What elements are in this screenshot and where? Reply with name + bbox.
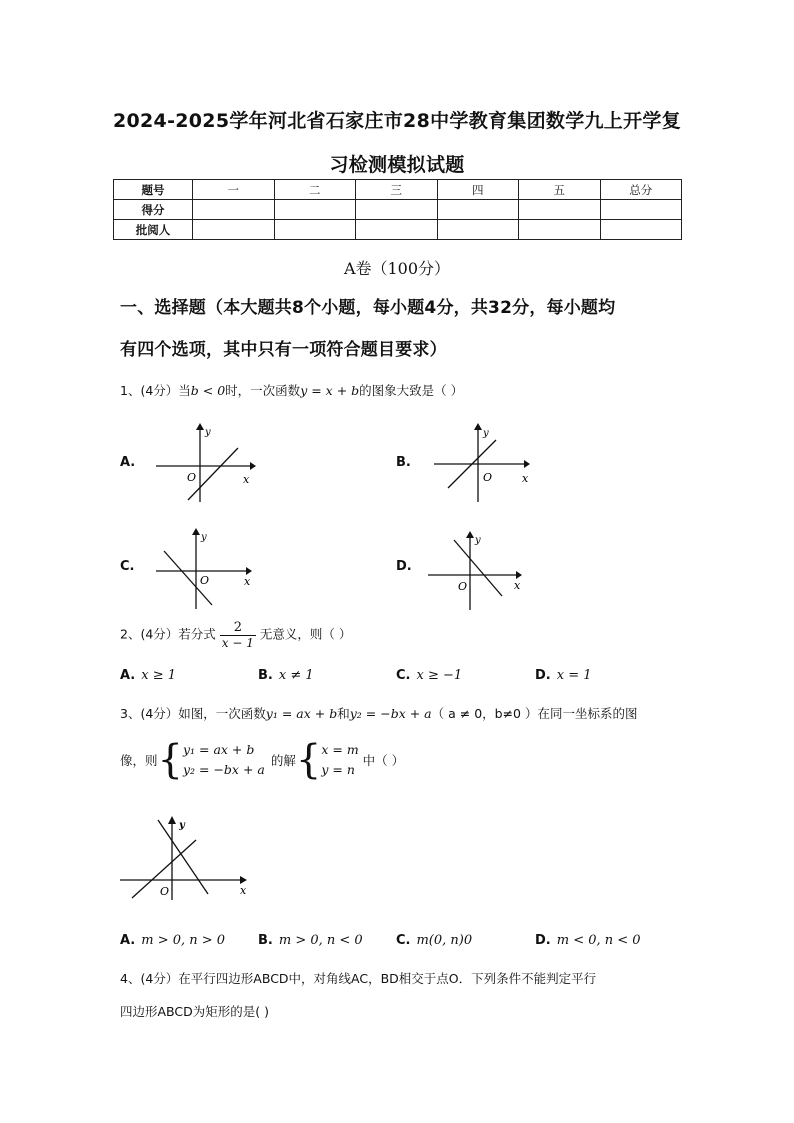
option-text: m < 0, n < 0 bbox=[556, 933, 641, 948]
q1-option-d[interactable] bbox=[396, 559, 418, 574]
q2-option-a[interactable] bbox=[120, 668, 176, 683]
q1-option-b[interactable] bbox=[396, 455, 417, 470]
score-input-cell[interactable] bbox=[519, 220, 601, 240]
option-text: x = 1 bbox=[556, 668, 592, 683]
table-cell: 题号 bbox=[114, 180, 193, 200]
option-label: D. bbox=[535, 668, 551, 683]
origin-label: O bbox=[483, 471, 493, 484]
option-label: B. bbox=[258, 668, 273, 683]
q3-and: 和 bbox=[337, 706, 350, 721]
q3-option-b[interactable] bbox=[258, 933, 363, 948]
table-cell: 四 bbox=[437, 180, 519, 200]
score-input-cell[interactable] bbox=[437, 220, 519, 240]
option-label: C. bbox=[396, 668, 411, 683]
q3-option-c[interactable] bbox=[396, 933, 472, 948]
score-table-header-row bbox=[114, 180, 682, 200]
table-cell: 一 bbox=[193, 180, 275, 200]
q1-mid: 时，一次函数 bbox=[225, 383, 301, 398]
q3-option-d[interactable] bbox=[535, 933, 641, 948]
q1-graph-a bbox=[148, 420, 258, 505]
q2-fraction bbox=[220, 620, 256, 650]
section-1-heading bbox=[120, 290, 680, 368]
table-cell: 得分 bbox=[114, 200, 193, 220]
section-1-line2: 有四个选项，其中只有一项符合题目要求） bbox=[120, 340, 447, 360]
fraction-numerator: 2 bbox=[220, 620, 256, 636]
score-input-cell[interactable] bbox=[600, 220, 682, 240]
table-row bbox=[114, 220, 682, 240]
q3-graph bbox=[118, 812, 258, 902]
option-label: B. bbox=[258, 933, 273, 948]
origin-label: O bbox=[160, 885, 170, 898]
system-equation: y₁ = ax + b bbox=[182, 742, 255, 757]
option-text: m > 0, n < 0 bbox=[278, 933, 363, 948]
q3-system-1 bbox=[183, 740, 265, 780]
table-cell: 二 bbox=[274, 180, 356, 200]
q3-cond: （ a ≠ 0，b≠0 ） bbox=[431, 706, 538, 721]
q1-graph-c bbox=[150, 525, 260, 610]
axis-x-label: x bbox=[240, 884, 247, 897]
section-a-heading: A卷（100分） bbox=[343, 259, 451, 278]
axis-y-label: y bbox=[483, 428, 489, 439]
system-equation: y = n bbox=[321, 762, 355, 777]
origin-label: O bbox=[458, 580, 468, 593]
score-input-cell[interactable] bbox=[519, 200, 601, 220]
q2-option-b[interactable] bbox=[258, 668, 314, 683]
q1-option-c[interactable] bbox=[120, 559, 140, 574]
score-table bbox=[113, 179, 682, 240]
option-label: C. bbox=[120, 559, 135, 574]
table-row bbox=[114, 200, 682, 220]
option-label: D. bbox=[535, 933, 551, 948]
question-3-stem bbox=[120, 704, 638, 722]
q3-prefix: 3、(4分）如图，一次函数 bbox=[120, 706, 266, 721]
score-input-cell[interactable] bbox=[356, 200, 438, 220]
q3-system-2 bbox=[321, 740, 358, 780]
q2-suffix: 无意义，则（ ） bbox=[259, 626, 352, 642]
axis-x-label: x bbox=[522, 472, 529, 485]
score-input-cell[interactable] bbox=[193, 200, 275, 220]
q1-condition: b < 0 bbox=[190, 383, 226, 398]
q1-suffix: 的图象大致是（ ） bbox=[359, 383, 464, 398]
score-input-cell[interactable] bbox=[356, 220, 438, 240]
page-title: 2024-2025学年河北省石家庄市28中学教育集团数学九上开学复 bbox=[113, 110, 681, 132]
option-text: x ≠ 1 bbox=[278, 668, 314, 683]
option-label: D. bbox=[396, 559, 412, 574]
q3-f2: y₂ = −bx + a bbox=[349, 706, 432, 721]
option-text: x ≥ −1 bbox=[416, 668, 463, 683]
score-input-cell[interactable] bbox=[274, 200, 356, 220]
q3-f1: y₁ = ax + b bbox=[265, 706, 338, 721]
origin-label: O bbox=[200, 574, 210, 587]
axis-y-label: y bbox=[201, 532, 207, 543]
q3-mid: 的解 bbox=[270, 753, 296, 768]
q3-line2-suffix: 中（ ） bbox=[362, 753, 405, 768]
option-label: A. bbox=[120, 455, 136, 470]
q2-prefix: 2、(4分）若分式 bbox=[120, 626, 216, 642]
q1-option-a[interactable] bbox=[120, 455, 141, 470]
q1-graph-d bbox=[424, 530, 534, 615]
q2-option-c[interactable] bbox=[396, 668, 462, 683]
q1-graph-b bbox=[428, 420, 538, 505]
option-label: C. bbox=[396, 933, 411, 948]
section-1-line1: 一、选择题（本大题共8个小题，每小题4分，共32分，每小题均 bbox=[120, 298, 616, 318]
axis-y-label: y bbox=[475, 535, 481, 546]
origin-label: O bbox=[187, 471, 197, 484]
question-4-line2: 四边形ABCD为矩形的是( ) bbox=[120, 1004, 269, 1019]
table-cell: 总分 bbox=[600, 180, 682, 200]
axis-y-label: y bbox=[179, 820, 185, 831]
q3-suffix: 在同一坐标系的图 bbox=[537, 706, 638, 721]
q2-option-d[interactable] bbox=[535, 668, 592, 683]
option-text: m(0, n)0 bbox=[416, 933, 473, 948]
page-title-line2: 习检测模拟试题 bbox=[329, 154, 465, 176]
option-text: m > 0, n > 0 bbox=[141, 933, 226, 948]
score-input-cell[interactable] bbox=[600, 200, 682, 220]
axis-x-label: x bbox=[243, 473, 250, 486]
option-label: B. bbox=[396, 455, 411, 470]
option-label: A. bbox=[120, 668, 136, 683]
table-cell: 批阅人 bbox=[114, 220, 193, 240]
score-input-cell[interactable] bbox=[437, 200, 519, 220]
question-3-line2 bbox=[120, 737, 405, 783]
score-input-cell[interactable] bbox=[193, 220, 275, 240]
score-input-cell[interactable] bbox=[274, 220, 356, 240]
question-4-stem: 4、(4分）在平行四边形ABCD中，对角线AC，BD相交于点O．下列条件不能判定平行 bbox=[120, 971, 597, 986]
q3-option-a[interactable] bbox=[120, 933, 225, 948]
option-label: A. bbox=[120, 933, 136, 948]
question-2-stem bbox=[120, 620, 351, 650]
system-equation: y₂ = −bx + a bbox=[182, 762, 265, 777]
q1-function: y = x + b bbox=[300, 383, 360, 398]
table-cell: 三 bbox=[356, 180, 438, 200]
question-1-stem bbox=[120, 381, 463, 399]
system-equation: x = m bbox=[321, 742, 359, 757]
fraction-denominator: x − 1 bbox=[221, 636, 254, 650]
left-brace: { bbox=[295, 737, 322, 783]
left-brace: { bbox=[157, 737, 183, 783]
q3-line2-prefix: 像，则 bbox=[120, 753, 158, 768]
axis-x-label: x bbox=[514, 579, 521, 592]
table-cell: 五 bbox=[519, 180, 601, 200]
axis-y-label: y bbox=[205, 427, 211, 438]
q1-prefix: 1、(4分）当 bbox=[120, 383, 191, 398]
axis-x-label: x bbox=[244, 575, 251, 588]
option-text: x ≥ 1 bbox=[141, 668, 177, 683]
